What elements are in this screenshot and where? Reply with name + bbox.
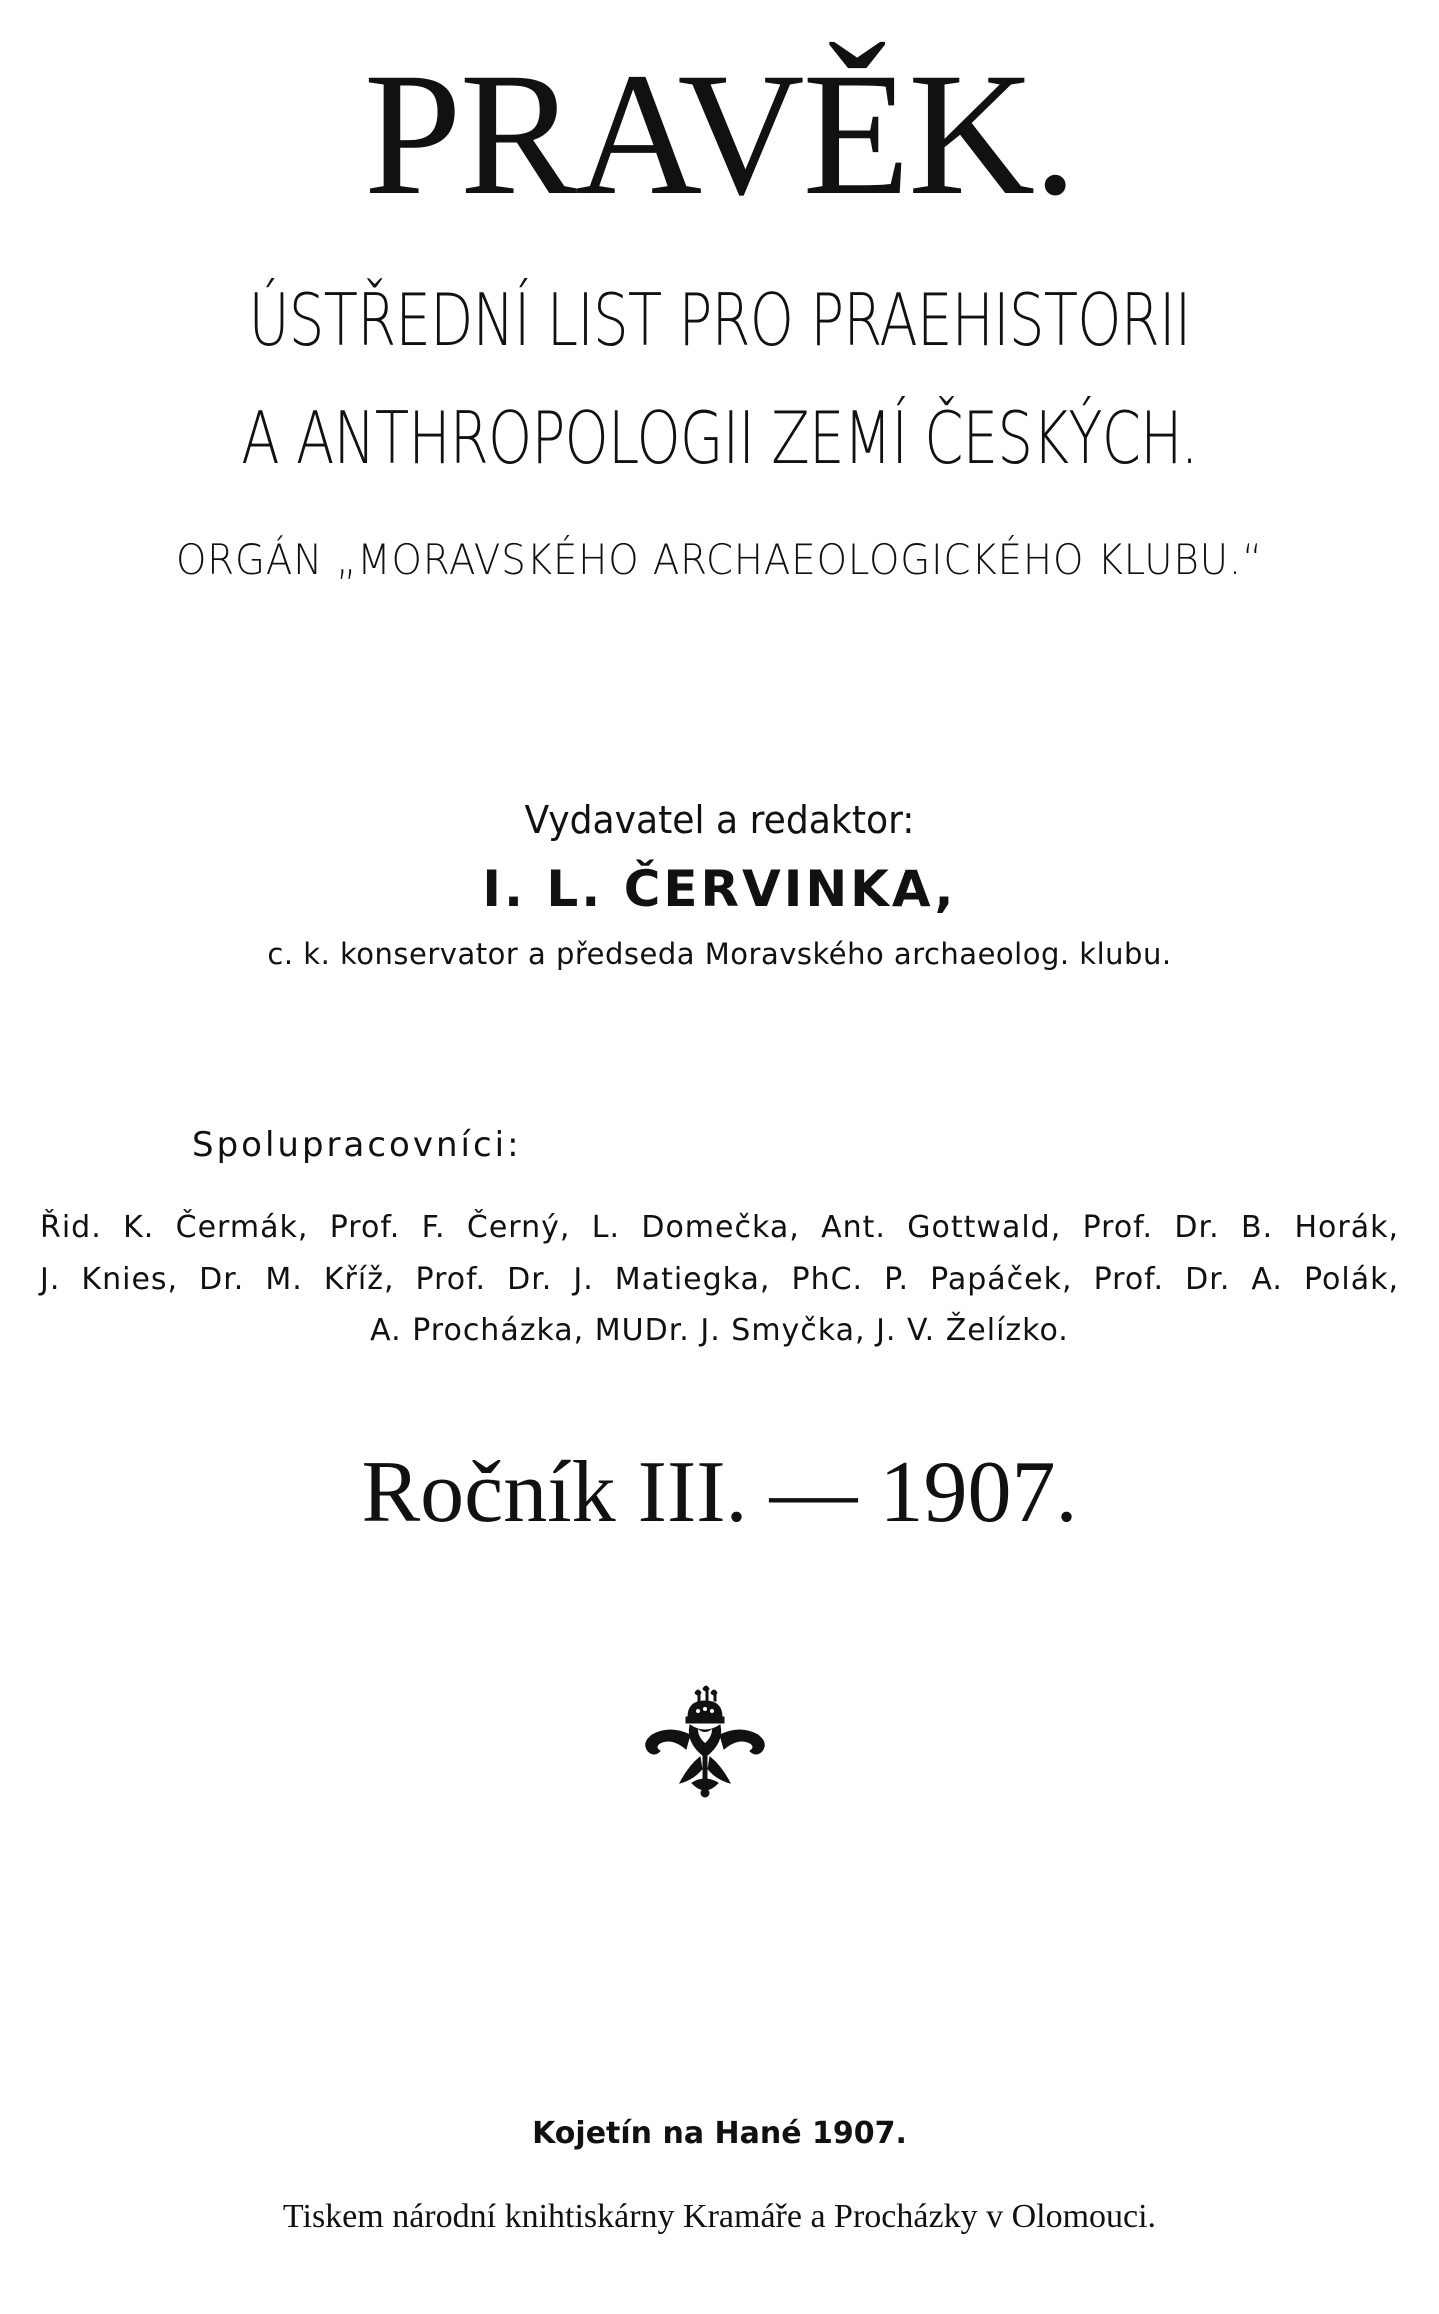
editor-name: I. L. ČERVINKA,	[482, 860, 957, 918]
floral-ornament-icon	[640, 1685, 770, 1800]
subtitle-line-1: ÚSTŘEDNÍ LIST PRO PRAEHISTORII	[248, 278, 1191, 362]
editor-role: c. k. konservator a předseda Moravského archaeolog. klubu.	[267, 937, 1172, 971]
publisher-label: Vydavatel a redaktor:	[524, 798, 915, 842]
contributors-line-3: A. Procházka, MUDr. J. Smyčka, J. V. Želízko.	[370, 1313, 1069, 1348]
contributors-line-1: Řid. K. Čermák, Prof. F. Černý, L. Domečka, Ant. Gottwald, Prof. Dr. B. Horák,	[40, 1210, 1399, 1245]
volume-year: Ročník III. — 1907.	[361, 1444, 1078, 1541]
organ-line: ORGÁN „MORAVSKÉHO ARCHAEOLOGICKÉHO KLUBU.“	[175, 535, 1264, 584]
page-title: PRAVĚK.	[363, 37, 1076, 232]
contributors-line-2: J. Knies, Dr. M. Kříž, Prof. Dr. J. Matiegka, PhC. P. Papáček, Prof. Dr. A. Polák,	[40, 1262, 1399, 1297]
printer-line: Tiskem národní knihtiskárny Kramáře a Procházky v Olomouci.	[282, 2198, 1157, 2235]
subtitle-line-2: A ANTHROPOLOGII ZEMÍ ČESKÝCH.	[241, 396, 1198, 480]
place-year: Kojetín na Hané 1907.	[532, 2116, 907, 2151]
contributors-label: Spolupracovníci:	[192, 1125, 522, 1165]
